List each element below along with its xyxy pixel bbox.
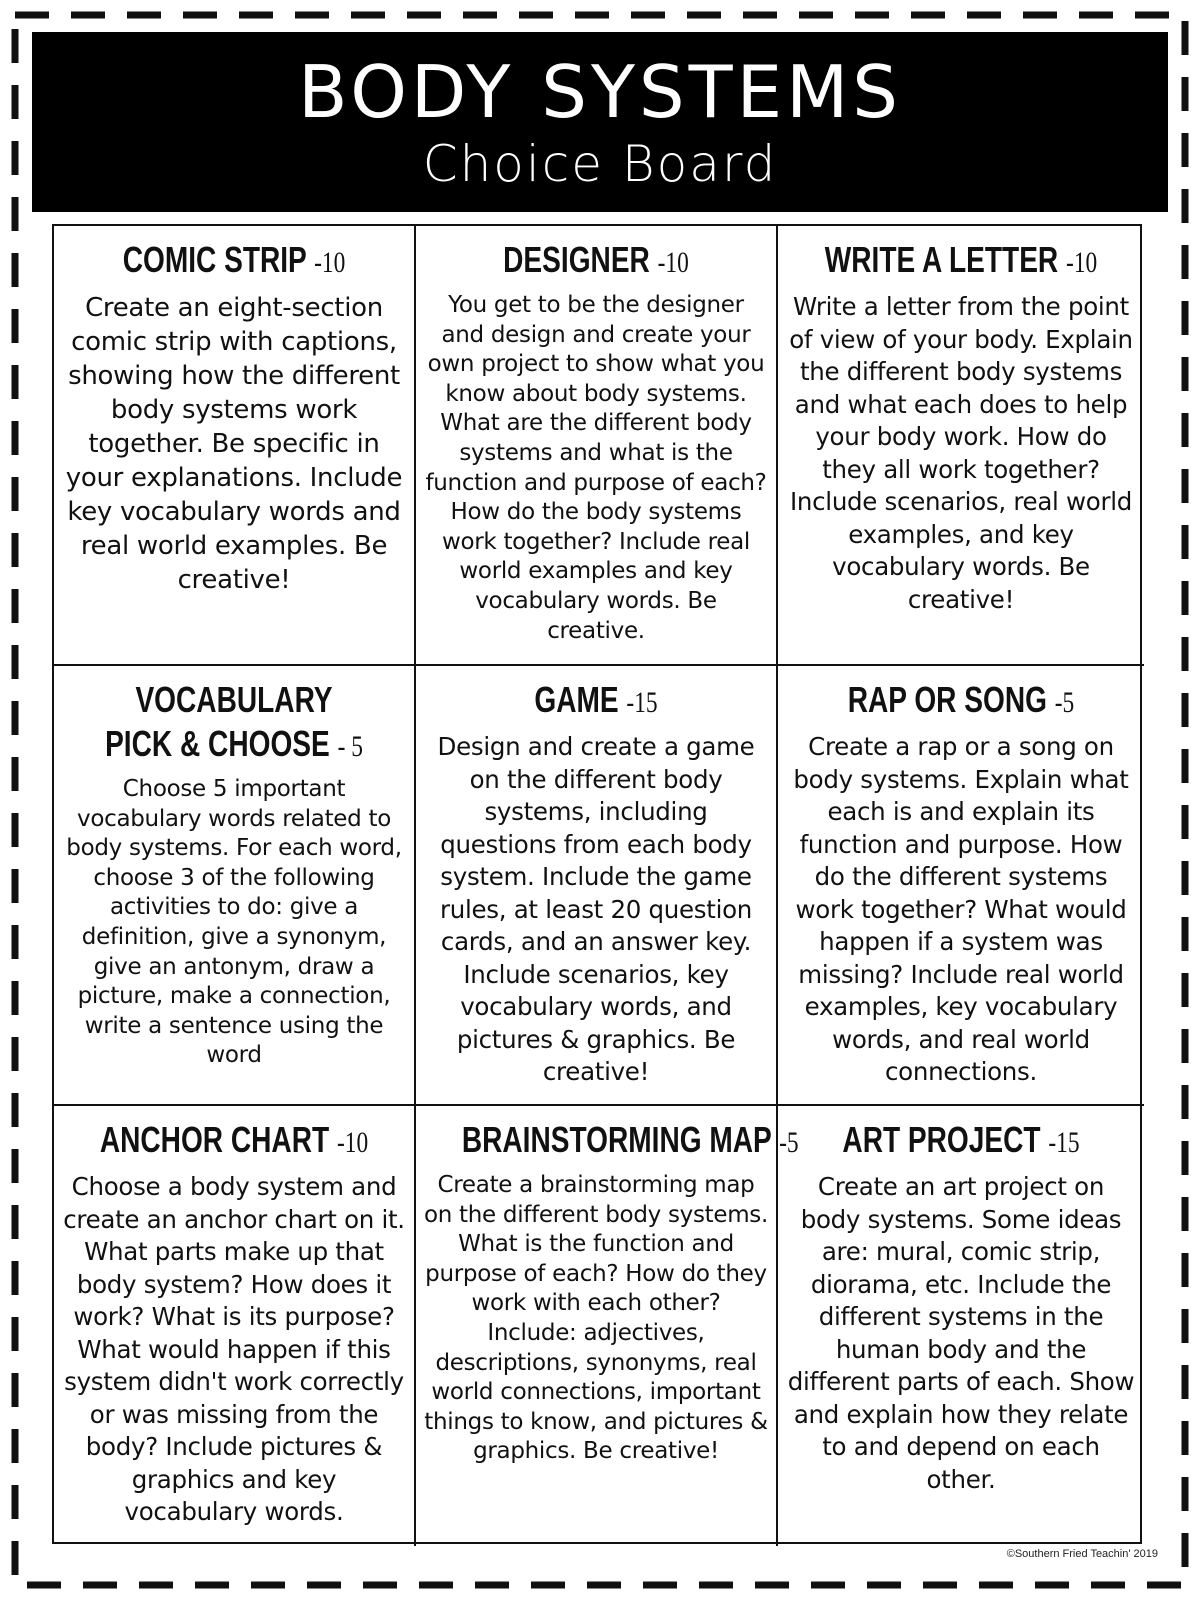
choice-description: You get to be the designer and design and create your own project to show what you know about body systems. What are the different body systems and what is the function and purpose of each? How do the body systems work together? Include real world examples and key vocabulary words. Be creative. — [425, 292, 767, 644]
choice-cell-brainstorming-map — [416, 1106, 799, 1546]
choice-cell-designer — [416, 226, 778, 666]
choice-cell-art-project — [778, 1106, 1144, 1546]
choice-description: Create a rap or a song on body systems. Explain what each is and explain its function and purpose. How do the different systems work together? What would happen if a system was missing? Include real world examples, key vocabulary words, and real world connections. — [793, 732, 1129, 1086]
choice-description: Create an art project on body systems. Some ideas are: mural, comic strip, diorama, etc. Include the different systems in the human body and the different parts of each. Show and explain how they relate to and depend on each other. — [787, 1172, 1135, 1494]
choice-points: -10 — [336, 1126, 369, 1159]
choice-description: Design and create a game on the different body systems, including questions from each body system. Include the game rules, at least 20 question cards, and an answer key. Include scenarios, key vocabulary words, and pictures & graphics. Be creative! — [437, 732, 755, 1086]
choice-cell-anchor-chart — [54, 1106, 416, 1546]
choice-points: -15 — [1048, 1126, 1080, 1159]
choice-points: -10 — [657, 246, 689, 279]
choice-cell-comic-strip — [54, 226, 416, 666]
choice-points: -10 — [314, 246, 346, 279]
choice-title: WRITE A LETTER -10 — [824, 239, 1098, 280]
choice-title: RAP OR SONG -5 — [847, 679, 1075, 720]
choice-title: BRAINSTORMING MAP -5 — [461, 1119, 799, 1160]
choice-description: Create an eight-section comic strip with captions, showing how the different body systems work together. Be specific in your explanations. Include key vocabulary words and real world examples. Be creative! — [65, 293, 403, 595]
choice-description: Choose 5 important vocabulary words related to body systems. For each word, choose 3 of the following activities to do: give a definition, give a synonym, give an antonym, draw a picture, make a connection, write a sentence using the word — [66, 776, 402, 1069]
choice-cell-write-a-letter — [778, 226, 1144, 666]
choice-cell-game — [416, 666, 778, 1106]
choice-points: -10 — [1066, 246, 1098, 279]
choice-description: Write a letter from the point of view of your body. Explain the different body systems and what each does to help your body work. How do they all work together? Include scenarios, real world examples, and key vocabulary words. Be creative! — [789, 292, 1133, 614]
choice-points: -5 — [779, 1126, 799, 1159]
choice-cell-vocabulary-pick-choose — [54, 666, 416, 1106]
choice-description: Choose a body system and create an anchor chart on it. What parts make up that body system? How does it work? What is its purpose? What would happen if this system didn't work correctly or was missing from the body? Include pictures & graphics and key vocabulary words. — [63, 1172, 405, 1526]
choice-points: -15 — [626, 686, 658, 719]
page-title: BODY SYSTEMS — [298, 50, 902, 134]
choice-title: ART PROJECT -15 — [842, 1119, 1080, 1160]
choice-points: -5 — [1054, 686, 1075, 719]
choice-title: VOCABULARY PICK & CHOOSE - 5 — [105, 679, 363, 764]
choice-title: DESIGNER -10 — [503, 239, 689, 280]
choice-title: GAME -15 — [534, 679, 658, 720]
choice-cell-rap-or-song — [778, 666, 1144, 1106]
choice-title: COMIC STRIP -10 — [122, 239, 346, 280]
copyright-notice: ©Southern Fried Teachin' 2019 — [1006, 1548, 1158, 1560]
choice-board-grid — [52, 224, 1142, 1544]
header-banner — [32, 32, 1168, 212]
choice-points: - 5 — [337, 730, 363, 763]
choice-description: Create a brainstorming map on the different body systems. What is the function and purpose of each? How do they work with each other? Include: adjectives, descriptions, synonyms, real world connections, important things to know, and pictures & graphics. Be creative! — [424, 1172, 768, 1465]
page-subtitle: Choice Board — [422, 135, 778, 193]
choice-title: ANCHOR CHART -10 — [99, 1119, 369, 1160]
